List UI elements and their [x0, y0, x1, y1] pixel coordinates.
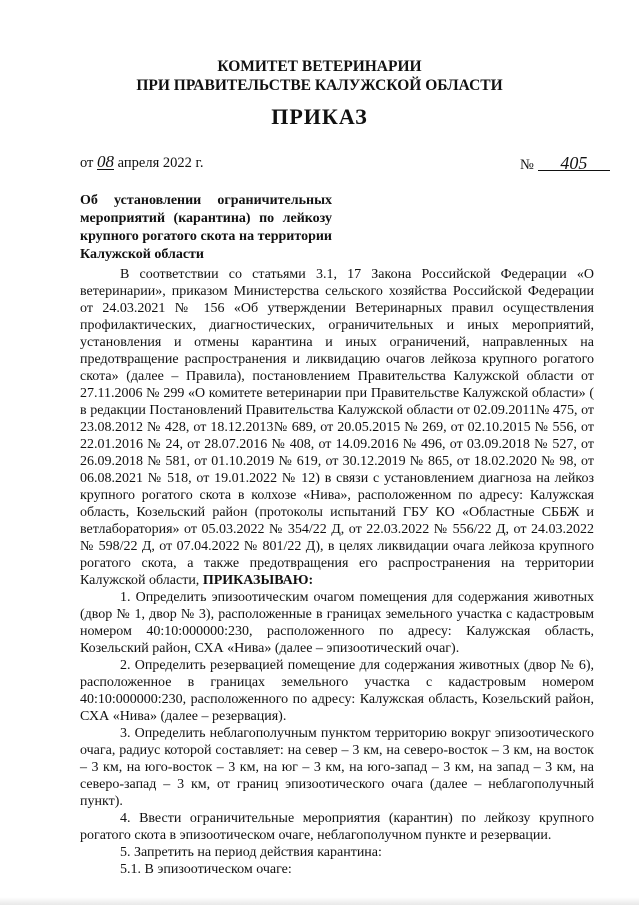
date-rest: апреля 2022 г. [117, 155, 204, 171]
page-bottom-edge [0, 897, 639, 905]
order-date [80, 152, 204, 172]
preamble-paragraph [80, 266, 594, 589]
order-subject: Об установлении ограничительных мероприятий (карантина) по лейкозу крупного рогатого скота на территории Калужской области [80, 193, 332, 262]
date-prefix: от [80, 155, 94, 171]
order-body [80, 266, 594, 878]
document-type-heading: ПРИКАЗ [271, 104, 368, 129]
number-label: № [520, 157, 534, 173]
preamble-text: В соответствии со статьями 3.1, 17 Закона Российской Федерации «О ветеринарии», приказом Министерства сельского хозяйства Российской Федерации от 24.03.2021 № 156 «Об утверждении Ветеринарных правил осуществления профилактических, диагностических, ограничительных и иных мероприятий, установления и отмены карантина и иных ограничений, направленных на предотвращение распространения и ликвидацию очагов лейкоза крупного рогатого скота» (далее – Правила), постановлением Правительства Калужской области от 27.11.2006 № 299 «О комитете ветеринарии при Правительстве Калужской области» ( в редакции Постановлений Правительства Калужской области от 02.09.2011№ 475, от 23.08.2012 № 428, от 18.12.2013№ 689, от 20.05.2015 № 269, от 02.10.2015 № 556, от 22.01.2016 № 24, от 28.07.2016 № 408, от 14.09.2016 № 496, от 03.09.2018 № 527, от 26.09.2018 № 581, от 01.10.2019 № 619, от 30.12.2019 № 865, от 18.02.2020 № 98, от 06.08.2021 № 518, от 19.01.2022 № 12) в связи с установлением диагноза на лейкоз крупного рогатого скота в колхозе «Нива», расположенном по адресу: Калужская область, Козельский район (протоколы испытаний ГБУ КО «Областные СББЖ и ветлаборатория» от 05.03.2022 № 354/22 Д, от 22.03.2022 № 556/22 Д, от 24.03.2022 № 598/22 Д, от 07.04.2022 № 801/22 Д), в целях ликвидации очага лейкоза крупного рогатого скота, а также предотвращения его распространения на территории Калужской области, [80, 267, 594, 588]
clause-2: 2. Определить резервацией помещение для содержания животных (двор № 6), расположенное в границах земельного участка с кадастровым номером 40:10:000000:230, расположенного по адресу: Калужская область, Козельский район, СХА «Нива» (далее – резервация). [80, 658, 594, 724]
clause-1: 1. Определить эпизоотическим очагом помещения для содержания животных (двор № 1, двор № 3), расположенные в границах земельного участка с кадастровым номером 40:10:000000:230, расположенного по адресу: Калужская область, Козельский район, СХА «Нива» (далее – эпизоотический очаг). [80, 590, 594, 656]
order-number [520, 153, 610, 174]
committee-subtitle: ПРИ ПРАВИТЕЛЬСТВЕ КАЛУЖСКОЙ ОБЛАСТИ [136, 77, 503, 94]
number-value-handwritten: 405 [538, 156, 610, 171]
order-word: ПРИКАЗЫВАЮ: [202, 573, 314, 588]
clause-3: 3. Определить неблагополучным пунктом территорию вокруг эпизоотического очага, радиус которой составляет: на север – 3 км, на северо-восток – 3 км, на восток – 3 км, на юго-восток – 3 км, на юг – 3 км, на юго-запад – 3 км, на запад – 3 км, на северо-запад – 3 км, от границ эпизоотического очага (далее – неблагополучный пункт). [80, 726, 594, 809]
clause-5: 5. Запретить на период действия карантина: [120, 845, 382, 860]
clause-4: 4. Ввести ограничительные мероприятия (карантин) по лейкозу крупного рогатого скота в эпизоотическом очаге, неблагополучном пункте и резервации. [80, 811, 594, 843]
clause-5-1: 5.1. В эпизоотическом очаге: [120, 862, 292, 877]
committee-title: КОМИТЕТ ВЕТЕРИНАРИИ [217, 58, 422, 75]
date-day-handwritten: 08 [97, 152, 115, 171]
